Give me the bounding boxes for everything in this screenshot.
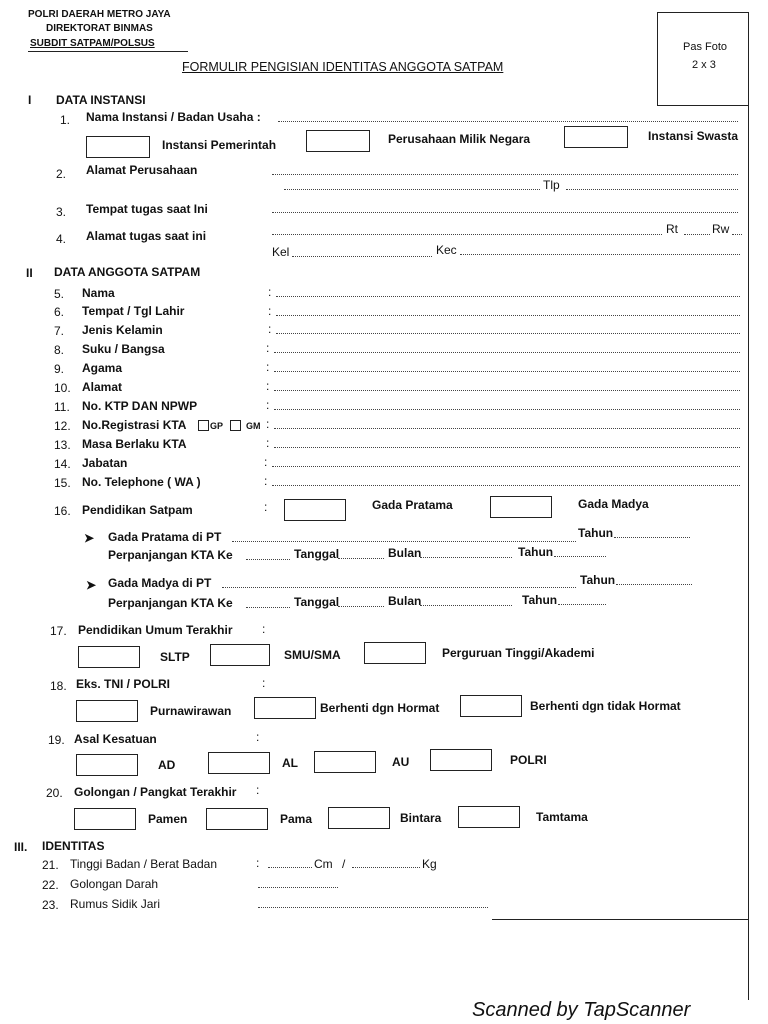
item-11-no: 11. (54, 400, 70, 414)
gm-tanggal-fill-line[interactable] (338, 606, 384, 607)
item-7-no: 7. (54, 324, 65, 338)
section-3-title: IDENTITAS (42, 839, 105, 853)
item-7-fill-line[interactable] (276, 333, 740, 334)
header-underline (28, 51, 188, 52)
item-11-label: No. KTP DAN NPWP (82, 399, 198, 413)
gp-tahun2-fill-line[interactable] (554, 556, 606, 557)
item-6-no: 6. (54, 305, 65, 319)
checkbox-tamtama[interactable] (458, 806, 520, 828)
rt-label: Rt (666, 222, 678, 236)
item-23-no: 23. (42, 898, 59, 912)
item-9-no: 9. (54, 362, 65, 376)
checkbox-bintara[interactable] (328, 807, 390, 829)
item-7-colon: : (268, 322, 272, 336)
gm-tahun2-fill-line[interactable] (558, 604, 606, 605)
item-11-colon: : (266, 398, 270, 412)
gp-tahun-fill-line[interactable] (614, 537, 690, 538)
item-1-label: Nama Instansi / Badan Usaha : (86, 110, 261, 124)
rt-fill-line[interactable] (684, 234, 710, 235)
checkbox-au[interactable] (314, 751, 376, 773)
kel-label: Kel (272, 245, 290, 259)
gm-pt-fill-line[interactable] (222, 587, 576, 588)
item-5-no: 5. (54, 287, 65, 301)
item-22-label: Golongan Darah (70, 877, 159, 891)
item-15-no: 15. (54, 476, 71, 490)
right-border (748, 104, 749, 1000)
tlp-fill-line[interactable] (566, 189, 738, 190)
checkbox-gada-pratama[interactable] (284, 499, 346, 521)
checkbox-gm[interactable] (230, 420, 241, 431)
item-9-fill-line[interactable] (274, 371, 740, 372)
item-15-label: No. Telephone ( WA ) (82, 475, 201, 489)
item-6-fill-line[interactable] (276, 315, 740, 316)
item-19-colon: : (256, 730, 260, 744)
item-9-label: Agama (82, 361, 123, 375)
gm-tahun-fill-line[interactable] (616, 584, 692, 585)
gm-bulan-fill-line[interactable] (420, 605, 512, 606)
option-pama: Pama (280, 812, 313, 826)
item-16-no: 16. (54, 504, 71, 518)
checkbox-instansi-swasta[interactable] (564, 126, 628, 148)
item-7-label: Jenis Kelamin (82, 323, 163, 337)
tinggi-fill-line[interactable] (268, 867, 312, 868)
gp-tahun2-label: Tahun (518, 545, 554, 559)
gp-tanggal-label: Tanggal (294, 547, 340, 561)
item-21-label: Tinggi Badan / Berat Badan (70, 857, 217, 871)
photo-label: Pas Foto (683, 41, 728, 53)
bullet-arrow-icon-2: ➤ (86, 578, 97, 592)
item-13-no: 13. (54, 438, 71, 452)
option-tamtama: Tamtama (536, 810, 588, 824)
kec-fill-line[interactable] (460, 254, 740, 255)
item-1-fill-line[interactable] (278, 121, 738, 122)
gm-tahun2-label: Tahun (522, 593, 558, 607)
option-gada-madya: Gada Madya (578, 497, 649, 511)
item-2-fill-line-2[interactable] (284, 189, 540, 190)
item-2-no: 2. (56, 167, 67, 181)
gp-perpanjangan-fill-line[interactable] (246, 559, 290, 560)
section-2-title: DATA ANGGOTA SATPAM (54, 265, 201, 279)
checkbox-pama[interactable] (206, 808, 268, 830)
gp-pt-fill-line[interactable] (232, 541, 576, 542)
item-14-fill-line[interactable] (272, 466, 740, 467)
item-18-colon: : (262, 676, 266, 690)
section-1-numeral: I (28, 93, 32, 107)
gm-bulan-label: Bulan (388, 594, 422, 608)
option-pamen: Pamen (148, 812, 188, 826)
gm-tanggal-label: Tanggal (294, 595, 340, 609)
item-20-no: 20. (46, 786, 63, 800)
option-au: AU (392, 755, 410, 769)
item-4-label: Alamat tugas saat ini (86, 229, 207, 243)
option-perusahaan-milik-negara: Perusahaan Milik Negara (388, 132, 531, 146)
kec-label: Kec (436, 243, 457, 257)
item-19-label: Asal Kesatuan (74, 732, 157, 746)
checkbox-perguruan-tinggi[interactable] (364, 642, 426, 664)
option-sltp: SLTP (160, 650, 190, 664)
checkbox-smu-sma[interactable] (210, 644, 270, 666)
org-line-1: POLRI DAERAH METRO JAYA (28, 9, 171, 20)
item-17-colon: : (262, 622, 266, 636)
item-5-colon: : (268, 285, 272, 299)
item-16-label: Pendidikan Satpam (82, 503, 193, 517)
checkbox-perusahaan-milik-negara[interactable] (306, 130, 370, 152)
section-3-numeral: III. (14, 840, 28, 854)
checkbox-gada-madya[interactable] (490, 496, 552, 518)
org-line-2: DIREKTORAT BINMAS (46, 23, 153, 34)
gp-bulan-label: Bulan (388, 546, 422, 560)
item-5-fill-line[interactable] (276, 296, 740, 297)
org-line-3: SUBDIT SATPAM/POLSUS (30, 38, 155, 49)
checkbox-instansi-pemerintah[interactable] (86, 136, 150, 158)
tlp-label: Tlp (543, 178, 560, 192)
item-8-colon: : (266, 341, 270, 355)
item-4-no: 4. (56, 232, 67, 246)
checkbox-purnawirawan[interactable] (76, 700, 138, 722)
item-5-label: Nama (82, 286, 115, 300)
item-14-no: 14. (54, 457, 71, 471)
checkbox-berhenti-tidak-hormat[interactable] (460, 695, 522, 717)
option-smu-sma: SMU/SMA (284, 648, 341, 662)
option-instansi-swasta: Instansi Swasta (648, 129, 739, 143)
gp-tahun-label: Tahun (578, 526, 614, 540)
item-15-colon: : (264, 474, 268, 488)
checkbox-pamen[interactable] (74, 808, 136, 830)
item-21-colon: : (256, 856, 260, 870)
item-9-colon: : (266, 360, 270, 374)
item-12-no: 12. (54, 419, 71, 433)
item-12-label: No.Registrasi KTA (82, 418, 187, 432)
item-6-label: Tempat / Tgl Lahir (82, 304, 185, 318)
item-23-label: Rumus Sidik Jari (70, 897, 161, 911)
item-16-colon: : (264, 500, 268, 514)
item-12-fill-line[interactable] (274, 428, 740, 429)
item-6-colon: : (268, 304, 272, 318)
item-13-colon: : (266, 436, 270, 450)
item-10-no: 10. (54, 381, 71, 395)
rw-label: Rw (712, 222, 730, 236)
item-17-label: Pendidikan Umum Terakhir (78, 623, 233, 637)
item-3-fill-line[interactable] (272, 212, 738, 213)
option-ad: AD (158, 758, 176, 772)
item-10-fill-line[interactable] (274, 390, 740, 391)
section-2-numeral: II (26, 266, 33, 280)
rw-fill-line[interactable] (732, 234, 742, 235)
item-2-fill-line-1[interactable] (272, 174, 738, 175)
item-17-no: 17. (50, 624, 67, 638)
kg-label: Kg (422, 857, 437, 871)
gp-tanggal-fill-line[interactable] (338, 558, 384, 559)
item-8-label: Suku / Bangsa (82, 342, 165, 356)
item-14-label: Jabatan (82, 456, 128, 470)
item-3-label: Tempat tugas saat Ini (86, 202, 208, 216)
gm-pt-label: Gada Madya di PT (108, 576, 212, 590)
item-19-no: 19. (48, 733, 65, 747)
gm-label: GM (246, 421, 261, 431)
item-20-label: Golongan / Pangkat Terakhir (74, 785, 237, 799)
item-8-fill-line[interactable] (274, 352, 740, 353)
option-purnawirawan: Purnawirawan (150, 704, 232, 718)
item-20-colon: : (256, 783, 260, 797)
scanner-watermark: Scanned by TapScanner (472, 999, 691, 1021)
item-1-no: 1. (60, 113, 71, 127)
item-8-no: 8. (54, 343, 65, 357)
option-berhenti-hormat: Berhenti dgn Hormat (320, 701, 440, 715)
bullet-arrow-icon: ➤ (84, 531, 95, 545)
item-18-no: 18. (50, 679, 67, 693)
item-12-colon: : (266, 417, 270, 431)
kel-fill-line[interactable] (292, 256, 432, 257)
item-3-no: 3. (56, 205, 67, 219)
option-instansi-pemerintah: Instansi Pemerintah (162, 138, 277, 152)
item-13-label: Masa Berlaku KTA (82, 437, 187, 451)
slash-separator: / (342, 857, 346, 871)
option-berhenti-tidak-hormat: Berhenti dgn tidak Hormat (530, 699, 681, 713)
photo-size: 2 x 3 (692, 59, 716, 71)
section-1-title: DATA INSTANSI (56, 93, 146, 107)
item-15-fill-line[interactable] (272, 485, 740, 486)
item-13-fill-line[interactable] (274, 447, 740, 448)
checkbox-gp[interactable] (198, 420, 209, 431)
checkbox-al[interactable] (208, 752, 270, 774)
form-title: FORMULIR PENGISIAN IDENTITAS ANGGOTA SATPAM (182, 60, 504, 74)
item-4-fill-line[interactable] (272, 234, 662, 235)
checkbox-polri[interactable] (430, 749, 492, 771)
item-22-no: 22. (42, 878, 59, 892)
option-polri: POLRI (510, 753, 547, 767)
gm-perpanjangan-label: Perpanjangan KTA Ke (108, 596, 233, 610)
item-18-label: Eks. TNI / POLRI (76, 677, 171, 691)
gp-label: GP (210, 421, 224, 431)
item-11-fill-line[interactable] (274, 409, 740, 410)
option-al: AL (282, 756, 298, 770)
gm-tahun-label: Tahun (580, 573, 616, 587)
cm-label: Cm (314, 857, 333, 871)
checkbox-sltp[interactable] (78, 646, 140, 668)
bottom-rule (492, 919, 748, 920)
gp-bulan-fill-line[interactable] (420, 557, 512, 558)
gp-perpanjangan-label: Perpanjangan KTA Ke (108, 548, 233, 562)
checkbox-ad[interactable] (76, 754, 138, 776)
item-10-label: Alamat (82, 380, 123, 394)
item-14-colon: : (264, 455, 268, 469)
option-gada-pratama: Gada Pratama (372, 498, 453, 512)
gm-perpanjangan-fill-line[interactable] (246, 607, 290, 608)
option-perguruan-tinggi: Perguruan Tinggi/Akademi (442, 646, 595, 660)
option-bintara: Bintara (400, 811, 442, 825)
berat-fill-line[interactable] (352, 867, 420, 868)
item-2-label: Alamat Perusahaan (86, 163, 198, 177)
gp-pt-label: Gada Pratama di PT (108, 530, 222, 544)
item-10-colon: : (266, 379, 270, 393)
checkbox-berhenti-hormat[interactable] (254, 697, 316, 719)
item-23-fill-line[interactable] (258, 907, 488, 908)
item-22-fill-line[interactable] (258, 887, 338, 888)
item-21-no: 21. (42, 858, 59, 872)
